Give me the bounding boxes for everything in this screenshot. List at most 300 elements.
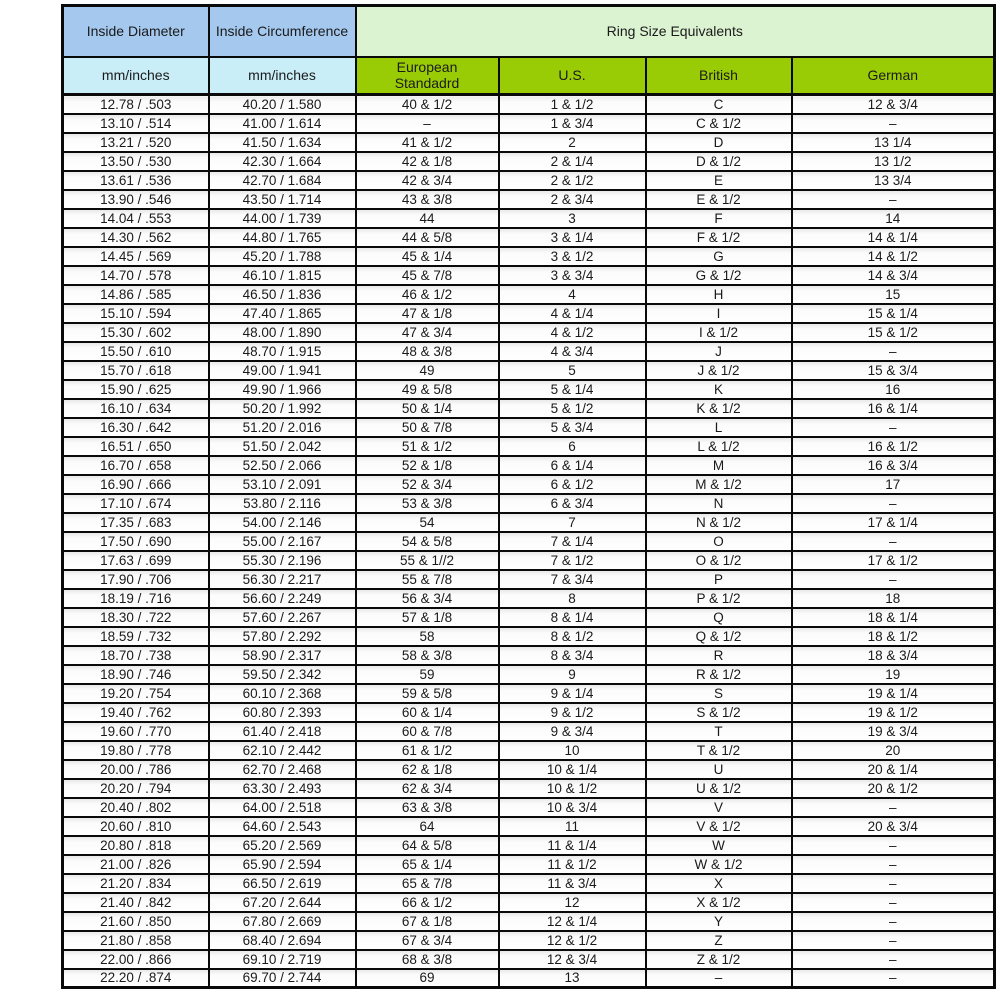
header-us: U.S. — [499, 57, 646, 95]
cell-us-size: 8 & 3/4 — [499, 646, 646, 665]
cell-german-size: – — [792, 190, 995, 209]
cell-inside-circumference: 65.90 / 2.594 — [209, 855, 356, 874]
cell-british-size: V — [646, 798, 792, 817]
cell-inside-circumference: 43.50 / 1.714 — [209, 190, 356, 209]
cell-european-size: 49 & 5/8 — [356, 380, 499, 399]
cell-inside-circumference: 55.00 / 2.167 — [209, 532, 356, 551]
cell-inside-circumference: 67.80 / 2.669 — [209, 912, 356, 931]
cell-us-size: 8 & 1/2 — [499, 627, 646, 646]
table-row — [63, 285, 995, 304]
cell-inside-diameter: 17.35 / .683 — [63, 513, 209, 532]
cell-german-size: – — [792, 418, 995, 437]
cell-german-size: 19 & 1/4 — [792, 684, 995, 703]
cell-inside-diameter: 14.86 / .585 — [63, 285, 209, 304]
cell-us-size: 3 & 3/4 — [499, 266, 646, 285]
cell-german-size: 15 & 1/2 — [792, 323, 995, 342]
cell-british-size: D — [646, 133, 792, 152]
table-row — [63, 513, 995, 532]
cell-british-size: Z — [646, 931, 792, 950]
cell-inside-diameter: 14.70 / .578 — [63, 266, 209, 285]
cell-us-size: 4 & 3/4 — [499, 342, 646, 361]
cell-european-size: 45 & 7/8 — [356, 266, 499, 285]
cell-german-size: – — [792, 836, 995, 855]
cell-us-size: 5 & 3/4 — [499, 418, 646, 437]
cell-european-size: 44 & 5/8 — [356, 228, 499, 247]
cell-inside-diameter: 19.60 / .770 — [63, 722, 209, 741]
cell-us-size: 12 & 1/4 — [499, 912, 646, 931]
cell-us-size: 9 & 1/2 — [499, 703, 646, 722]
cell-german-size: – — [792, 798, 995, 817]
cell-german-size: 15 & 3/4 — [792, 361, 995, 380]
table-row — [63, 912, 995, 931]
cell-inside-circumference: 46.50 / 1.836 — [209, 285, 356, 304]
cell-inside-diameter: 17.10 / .674 — [63, 494, 209, 513]
cell-european-size: 51 & 1/2 — [356, 437, 499, 456]
cell-inside-circumference: 49.00 / 1.941 — [209, 361, 356, 380]
cell-us-size: 10 — [499, 741, 646, 760]
cell-german-size: 20 — [792, 741, 995, 760]
cell-british-size: R & 1/2 — [646, 665, 792, 684]
table-row — [63, 304, 995, 323]
cell-inside-circumference: 53.80 / 2.116 — [209, 494, 356, 513]
cell-german-size: 16 & 1/4 — [792, 399, 995, 418]
cell-us-size: 11 & 3/4 — [499, 874, 646, 893]
table-row — [63, 589, 995, 608]
cell-british-size: L & 1/2 — [646, 437, 792, 456]
cell-european-size: 55 & 7/8 — [356, 570, 499, 589]
cell-us-size: 2 & 3/4 — [499, 190, 646, 209]
cell-inside-circumference: 41.00 / 1.614 — [209, 114, 356, 133]
cell-inside-circumference: 44.80 / 1.765 — [209, 228, 356, 247]
cell-inside-diameter: 15.50 / .610 — [63, 342, 209, 361]
cell-european-size: 63 & 3/8 — [356, 798, 499, 817]
table-row — [63, 874, 995, 893]
table-row — [63, 703, 995, 722]
cell-german-size: – — [792, 950, 995, 969]
header-units-diameter: mm/inches — [63, 57, 209, 95]
cell-inside-diameter: 14.30 / .562 — [63, 228, 209, 247]
table-row — [63, 722, 995, 741]
cell-british-size: R — [646, 646, 792, 665]
cell-inside-diameter: 21.40 / .842 — [63, 893, 209, 912]
cell-german-size: 13 3/4 — [792, 171, 995, 190]
cell-inside-circumference: 41.50 / 1.634 — [209, 133, 356, 152]
cell-inside-diameter: 20.00 / .786 — [63, 760, 209, 779]
cell-british-size: I — [646, 304, 792, 323]
cell-us-size: 5 & 1/2 — [499, 399, 646, 418]
cell-european-size: – — [356, 114, 499, 133]
cell-inside-circumference: 42.70 / 1.684 — [209, 171, 356, 190]
cell-inside-circumference: 57.60 / 2.267 — [209, 608, 356, 627]
cell-british-size: Q — [646, 608, 792, 627]
cell-british-size: P & 1/2 — [646, 589, 792, 608]
table-row — [63, 684, 995, 703]
cell-british-size: M & 1/2 — [646, 475, 792, 494]
cell-inside-diameter: 14.04 / .553 — [63, 209, 209, 228]
cell-inside-diameter: 12.78 / .503 — [63, 95, 209, 114]
cell-british-size: U — [646, 760, 792, 779]
cell-inside-diameter: 21.00 / .826 — [63, 855, 209, 874]
cell-inside-circumference: 64.00 / 2.518 — [209, 798, 356, 817]
table-row — [63, 570, 995, 589]
cell-european-size: 55 & 1//2 — [356, 551, 499, 570]
table-row — [63, 399, 995, 418]
cell-european-size: 59 & 5/8 — [356, 684, 499, 703]
cell-inside-circumference: 40.20 / 1.580 — [209, 95, 356, 114]
cell-german-size: 20 & 1/4 — [792, 760, 995, 779]
cell-british-size: S — [646, 684, 792, 703]
cell-german-size: 19 & 1/2 — [792, 703, 995, 722]
cell-inside-diameter: 16.90 / .666 — [63, 475, 209, 494]
cell-us-size: 2 & 1/4 — [499, 152, 646, 171]
cell-british-size: I & 1/2 — [646, 323, 792, 342]
cell-german-size: – — [792, 931, 995, 950]
cell-us-size: 10 & 1/4 — [499, 760, 646, 779]
cell-inside-diameter: 21.60 / .850 — [63, 912, 209, 931]
cell-british-size: G — [646, 247, 792, 266]
cell-german-size: 18 & 1/2 — [792, 627, 995, 646]
cell-european-size: 49 — [356, 361, 499, 380]
cell-us-size: 3 & 1/4 — [499, 228, 646, 247]
cell-european-size: 53 & 3/8 — [356, 494, 499, 513]
cell-british-size: O & 1/2 — [646, 551, 792, 570]
cell-german-size: 20 & 3/4 — [792, 817, 995, 836]
table-row — [63, 665, 995, 684]
cell-inside-circumference: 51.50 / 2.042 — [209, 437, 356, 456]
table-row — [63, 893, 995, 912]
cell-us-size: 1 & 3/4 — [499, 114, 646, 133]
cell-inside-diameter: 22.00 / .866 — [63, 950, 209, 969]
cell-inside-circumference: 49.90 / 1.966 — [209, 380, 356, 399]
cell-european-size: 67 & 3/4 — [356, 931, 499, 950]
cell-german-size: 12 & 3/4 — [792, 95, 995, 114]
cell-inside-circumference: 51.20 / 2.016 — [209, 418, 356, 437]
cell-inside-diameter: 18.30 / .722 — [63, 608, 209, 627]
cell-german-size: 16 & 1/2 — [792, 437, 995, 456]
cell-british-size: N & 1/2 — [646, 513, 792, 532]
table-row — [63, 969, 995, 988]
table-row — [63, 798, 995, 817]
cell-british-size: O — [646, 532, 792, 551]
cell-german-size: 20 & 1/2 — [792, 779, 995, 798]
cell-german-size: – — [792, 969, 995, 988]
cell-european-size: 52 & 1/8 — [356, 456, 499, 475]
table-row — [63, 437, 995, 456]
cell-european-size: 66 & 1/2 — [356, 893, 499, 912]
cell-us-size: 6 & 3/4 — [499, 494, 646, 513]
table-row — [63, 380, 995, 399]
cell-inside-diameter: 18.90 / .746 — [63, 665, 209, 684]
cell-european-size: 60 & 1/4 — [356, 703, 499, 722]
cell-german-size: 14 & 3/4 — [792, 266, 995, 285]
cell-inside-diameter: 17.63 / .699 — [63, 551, 209, 570]
cell-inside-circumference: 46.10 / 1.815 — [209, 266, 356, 285]
table-row — [63, 494, 995, 513]
cell-us-size: 5 & 1/4 — [499, 380, 646, 399]
cell-inside-circumference: 68.40 / 2.694 — [209, 931, 356, 950]
cell-inside-diameter: 13.50 / .530 — [63, 152, 209, 171]
table-row — [63, 475, 995, 494]
cell-european-size: 45 & 1/4 — [356, 247, 499, 266]
table-row — [63, 855, 995, 874]
cell-us-size: 8 & 1/4 — [499, 608, 646, 627]
cell-german-size: 16 — [792, 380, 995, 399]
cell-european-size: 48 & 3/8 — [356, 342, 499, 361]
cell-us-size: 9 & 3/4 — [499, 722, 646, 741]
cell-inside-circumference: 62.70 / 2.468 — [209, 760, 356, 779]
cell-inside-diameter: 17.90 / .706 — [63, 570, 209, 589]
cell-british-size: V & 1/2 — [646, 817, 792, 836]
cell-european-size: 57 & 1/8 — [356, 608, 499, 627]
cell-us-size: 8 — [499, 589, 646, 608]
cell-german-size: 14 & 1/4 — [792, 228, 995, 247]
cell-inside-diameter: 16.30 / .642 — [63, 418, 209, 437]
cell-inside-diameter: 18.70 / .738 — [63, 646, 209, 665]
cell-european-size: 69 — [356, 969, 499, 988]
table-row — [63, 836, 995, 855]
cell-european-size: 68 & 3/8 — [356, 950, 499, 969]
cell-inside-circumference: 54.00 / 2.146 — [209, 513, 356, 532]
cell-inside-circumference: 42.30 / 1.664 — [209, 152, 356, 171]
cell-british-size: L — [646, 418, 792, 437]
cell-us-size: 2 — [499, 133, 646, 152]
table-row — [63, 418, 995, 437]
cell-european-size: 64 — [356, 817, 499, 836]
header-british: British — [646, 57, 792, 95]
table-row — [63, 931, 995, 950]
cell-british-size: D & 1/2 — [646, 152, 792, 171]
cell-british-size: C — [646, 95, 792, 114]
cell-inside-diameter: 16.10 / .634 — [63, 399, 209, 418]
table-row — [63, 95, 995, 114]
cell-us-size: 12 & 3/4 — [499, 950, 646, 969]
cell-european-size: 54 — [356, 513, 499, 532]
cell-german-size: 13 1/4 — [792, 133, 995, 152]
cell-us-size: 6 & 1/2 — [499, 475, 646, 494]
cell-german-size: – — [792, 114, 995, 133]
cell-european-size: 58 & 3/8 — [356, 646, 499, 665]
cell-inside-circumference: 69.70 / 2.744 — [209, 969, 356, 988]
table-row — [63, 779, 995, 798]
table-row — [63, 817, 995, 836]
cell-us-size: 9 & 1/4 — [499, 684, 646, 703]
cell-german-size: 18 — [792, 589, 995, 608]
cell-inside-circumference: 48.70 / 1.915 — [209, 342, 356, 361]
cell-european-size: 43 & 3/8 — [356, 190, 499, 209]
cell-german-size: 15 — [792, 285, 995, 304]
cell-us-size: 6 — [499, 437, 646, 456]
cell-inside-circumference: 64.60 / 2.543 — [209, 817, 356, 836]
table-row — [63, 950, 995, 969]
cell-european-size: 42 & 3/4 — [356, 171, 499, 190]
cell-inside-diameter: 21.80 / .858 — [63, 931, 209, 950]
cell-inside-diameter: 13.90 / .546 — [63, 190, 209, 209]
cell-inside-circumference: 59.50 / 2.342 — [209, 665, 356, 684]
cell-german-size: 14 — [792, 209, 995, 228]
cell-german-size: 18 & 1/4 — [792, 608, 995, 627]
cell-british-size: E & 1/2 — [646, 190, 792, 209]
cell-inside-circumference: 67.20 / 2.644 — [209, 893, 356, 912]
cell-british-size: Y — [646, 912, 792, 931]
table-row — [63, 114, 995, 133]
cell-inside-diameter: 14.45 / .569 — [63, 247, 209, 266]
cell-european-size: 46 & 1/2 — [356, 285, 499, 304]
table-row — [63, 456, 995, 475]
header-inside-circumference: Inside Circumference — [209, 6, 356, 57]
cell-german-size: – — [792, 912, 995, 931]
cell-inside-diameter: 16.70 / .658 — [63, 456, 209, 475]
cell-german-size: 17 — [792, 475, 995, 494]
cell-british-size: – — [646, 969, 792, 988]
cell-us-size: 9 — [499, 665, 646, 684]
cell-british-size: P — [646, 570, 792, 589]
cell-inside-diameter: 21.20 / .834 — [63, 874, 209, 893]
cell-german-size: 19 & 3/4 — [792, 722, 995, 741]
cell-inside-circumference: 55.30 / 2.196 — [209, 551, 356, 570]
cell-inside-diameter: 20.20 / .794 — [63, 779, 209, 798]
cell-inside-diameter: 15.70 / .618 — [63, 361, 209, 380]
table-body — [63, 95, 995, 988]
cell-german-size: 16 & 3/4 — [792, 456, 995, 475]
cell-european-size: 52 & 3/4 — [356, 475, 499, 494]
cell-us-size: 3 & 1/2 — [499, 247, 646, 266]
cell-us-size: 11 & 1/4 — [499, 836, 646, 855]
cell-european-size: 42 & 1/8 — [356, 152, 499, 171]
cell-inside-circumference: 65.20 / 2.569 — [209, 836, 356, 855]
cell-inside-diameter: 20.60 / .810 — [63, 817, 209, 836]
header-row-sub — [63, 57, 995, 95]
table-row — [63, 551, 995, 570]
cell-european-size: 40 & 1/2 — [356, 95, 499, 114]
cell-european-size: 41 & 1/2 — [356, 133, 499, 152]
header-european-standard-label: European Standadrd — [394, 59, 460, 92]
table-row — [63, 361, 995, 380]
ring-size-conversion-table — [61, 4, 996, 989]
cell-british-size: U & 1/2 — [646, 779, 792, 798]
cell-european-size: 62 & 3/4 — [356, 779, 499, 798]
cell-german-size: – — [792, 494, 995, 513]
cell-inside-diameter: 19.80 / .778 — [63, 741, 209, 760]
cell-inside-circumference: 47.40 / 1.865 — [209, 304, 356, 323]
cell-inside-circumference: 62.10 / 2.442 — [209, 741, 356, 760]
cell-inside-diameter: 22.20 / .874 — [63, 969, 209, 988]
cell-european-size: 58 — [356, 627, 499, 646]
cell-german-size: 17 & 1/2 — [792, 551, 995, 570]
header-row-main — [63, 6, 995, 57]
cell-european-size: 64 & 5/8 — [356, 836, 499, 855]
cell-british-size: W & 1/2 — [646, 855, 792, 874]
cell-inside-circumference: 58.90 / 2.317 — [209, 646, 356, 665]
table-row — [63, 608, 995, 627]
table-row — [63, 741, 995, 760]
cell-us-size: 4 & 1/2 — [499, 323, 646, 342]
cell-british-size: Q & 1/2 — [646, 627, 792, 646]
cell-european-size: 47 & 3/4 — [356, 323, 499, 342]
cell-us-size: 13 — [499, 969, 646, 988]
header-units-circumference: mm/inches — [209, 57, 356, 95]
cell-british-size: X & 1/2 — [646, 893, 792, 912]
cell-inside-circumference: 60.80 / 2.393 — [209, 703, 356, 722]
cell-european-size: 56 & 3/4 — [356, 589, 499, 608]
cell-german-size: – — [792, 532, 995, 551]
cell-us-size: 11 & 1/2 — [499, 855, 646, 874]
cell-european-size: 62 & 1/8 — [356, 760, 499, 779]
cell-inside-circumference: 50.20 / 1.992 — [209, 399, 356, 418]
cell-german-size: 19 — [792, 665, 995, 684]
cell-german-size: – — [792, 893, 995, 912]
cell-inside-diameter: 15.10 / .594 — [63, 304, 209, 323]
cell-inside-circumference: 60.10 / 2.368 — [209, 684, 356, 703]
header-inside-diameter: Inside Diameter — [63, 6, 209, 57]
cell-british-size: K & 1/2 — [646, 399, 792, 418]
cell-british-size: F & 1/2 — [646, 228, 792, 247]
cell-german-size: 17 & 1/4 — [792, 513, 995, 532]
cell-us-size: 12 — [499, 893, 646, 912]
cell-british-size: T — [646, 722, 792, 741]
cell-british-size: M — [646, 456, 792, 475]
cell-us-size: 12 & 1/2 — [499, 931, 646, 950]
cell-inside-circumference: 63.30 / 2.493 — [209, 779, 356, 798]
cell-british-size: N — [646, 494, 792, 513]
cell-inside-circumference: 56.60 / 2.249 — [209, 589, 356, 608]
cell-inside-diameter: 13.61 / .536 — [63, 171, 209, 190]
cell-european-size: 50 & 7/8 — [356, 418, 499, 437]
cell-us-size: 6 & 1/4 — [499, 456, 646, 475]
table-row — [63, 171, 995, 190]
cell-british-size: C & 1/2 — [646, 114, 792, 133]
cell-inside-diameter: 20.80 / .818 — [63, 836, 209, 855]
cell-us-size: 1 & 1/2 — [499, 95, 646, 114]
cell-inside-circumference: 48.00 / 1.890 — [209, 323, 356, 342]
cell-british-size: H — [646, 285, 792, 304]
cell-inside-diameter: 18.59 / .732 — [63, 627, 209, 646]
cell-inside-diameter: 18.19 / .716 — [63, 589, 209, 608]
table-row — [63, 323, 995, 342]
cell-european-size: 65 & 7/8 — [356, 874, 499, 893]
cell-british-size: K — [646, 380, 792, 399]
header-german: German — [792, 57, 995, 95]
cell-inside-circumference: 56.30 / 2.217 — [209, 570, 356, 589]
cell-british-size: T & 1/2 — [646, 741, 792, 760]
cell-us-size: 4 & 1/4 — [499, 304, 646, 323]
cell-inside-circumference: 69.10 / 2.719 — [209, 950, 356, 969]
cell-european-size: 59 — [356, 665, 499, 684]
table-row — [63, 209, 995, 228]
table-row — [63, 646, 995, 665]
cell-us-size: 5 — [499, 361, 646, 380]
cell-us-size: 7 & 1/4 — [499, 532, 646, 551]
cell-us-size: 4 — [499, 285, 646, 304]
cell-british-size: X — [646, 874, 792, 893]
cell-german-size: 13 1/2 — [792, 152, 995, 171]
cell-european-size: 50 & 1/4 — [356, 399, 499, 418]
cell-german-size: 14 & 1/2 — [792, 247, 995, 266]
cell-us-size: 7 — [499, 513, 646, 532]
cell-inside-circumference: 52.50 / 2.066 — [209, 456, 356, 475]
cell-inside-diameter: 13.10 / .514 — [63, 114, 209, 133]
cell-inside-circumference: 61.40 / 2.418 — [209, 722, 356, 741]
cell-inside-diameter: 16.51 / .650 — [63, 437, 209, 456]
table-row — [63, 532, 995, 551]
cell-german-size: – — [792, 342, 995, 361]
table-row — [63, 247, 995, 266]
cell-british-size: E — [646, 171, 792, 190]
cell-european-size: 54 & 5/8 — [356, 532, 499, 551]
cell-european-size: 61 & 1/2 — [356, 741, 499, 760]
table-row — [63, 228, 995, 247]
cell-us-size: 7 & 3/4 — [499, 570, 646, 589]
cell-british-size: W — [646, 836, 792, 855]
